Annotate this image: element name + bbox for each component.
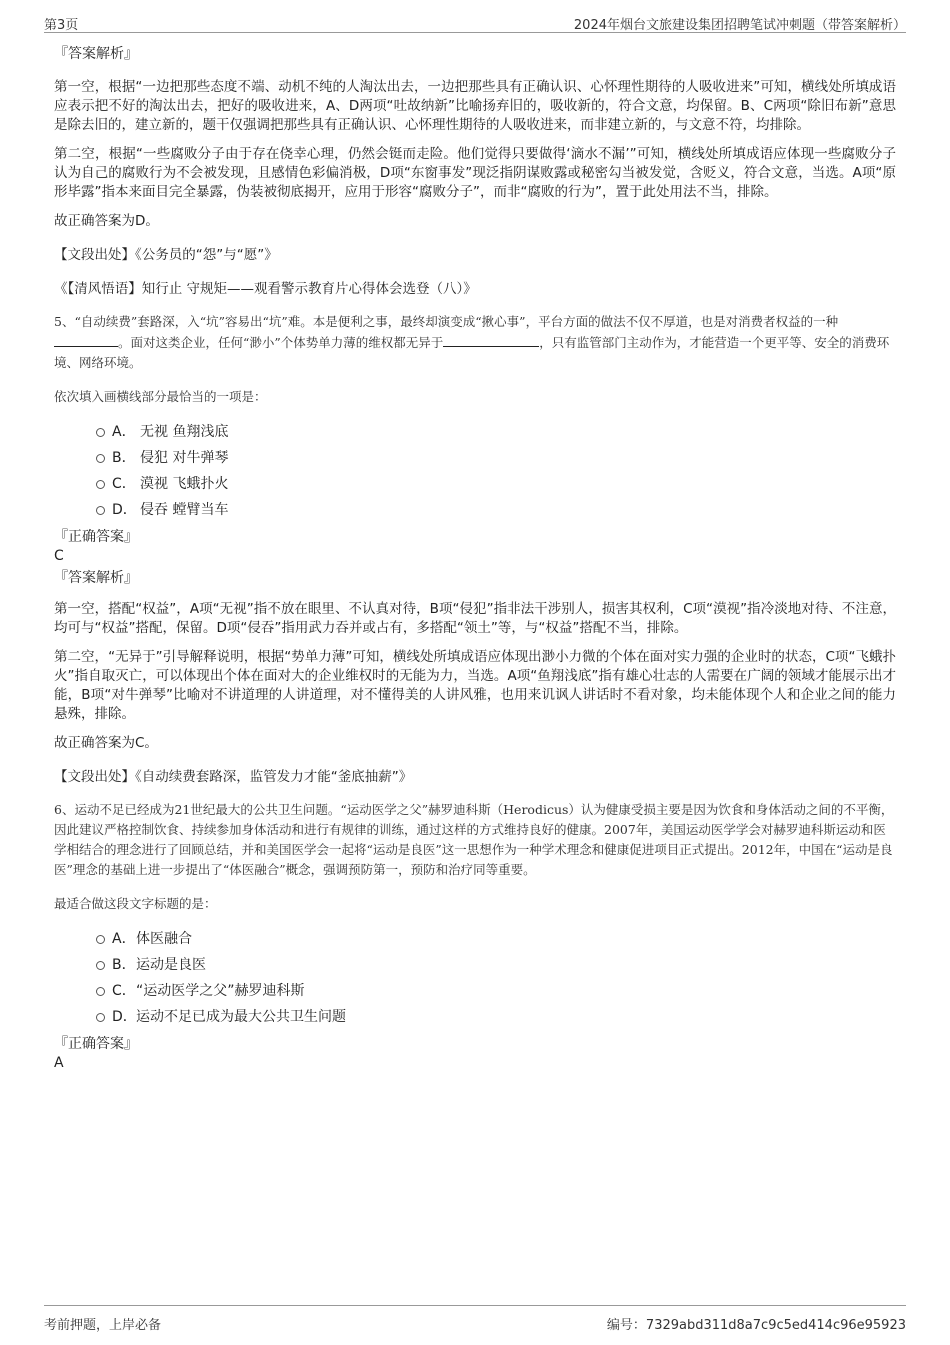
question-5-text: 5、“自动续费”套路深，入“坑”容易出“坑”难。本是便利之事，最终却演变成“揪心事”，平台方面的做法不仅不厚道，也是对消费者权益的一种。面对这类企业，任何“渺小”个体势单力薄的维权都无异于 ，只有监管部门主动作为，才能营造一个更平等、安全的消费环境、网络环境。 xyxy=(54,314,890,370)
document-code: 编号：7329abd311d8a7c9c5ed414c96e95923 xyxy=(606,1318,906,1333)
question-5-options xyxy=(54,419,896,523)
question-6-options xyxy=(54,926,896,1030)
page-header xyxy=(44,12,906,33)
correct-answer-tag: 『正确答案』 xyxy=(54,1036,138,1052)
option-a[interactable]: A．体医融合 xyxy=(54,926,896,952)
analysis-paragraph: 第一空，根据“一边把那些态度不端、动机不纯的人淘汰出去，一边把那些具有正确认识、心怀理性期待的人吸收进来”可知，横线处所填成语应表示把不好的淘汰出去，把好的吸收进来，A、D两项“吐故纳新”比喻扬弃旧的，吸收新的，符合文意，均保留。B、C两项“除旧布新”意思是除去旧的，建立新的，题干仅强调把那些具有正确认识、心怀理性期待的人吸收进来，而非建立新的，与文意不符，均排除。 xyxy=(54,79,896,133)
radio-button-icon[interactable] xyxy=(96,987,105,996)
radio-button-icon[interactable] xyxy=(96,935,105,944)
radio-button-icon[interactable] xyxy=(96,506,105,515)
option-b[interactable]: B．运动是良医 xyxy=(54,952,896,978)
analysis-paragraph: 第一空，搭配“权益”，A项“无视”指不放在眼里、不认真对待，B项“侵犯”指非法干涉别人，损害其权利，C项“漠视”指冷淡地对待、不注意，均可与“权益”搭配，保留。D项“侵吞”指用武力吞并或占有，多搭配“领土”等，与“权益”搭配不当，排除。 xyxy=(54,601,896,636)
source-text: 《【清风悟语】知行止 守规矩——观看警示教育片心得体会选登（八）》 xyxy=(54,281,477,297)
source-text: 【文段出处】《公务员的“怨”与“愿”》 xyxy=(54,247,278,263)
answer-blank xyxy=(54,332,118,347)
analysis-tag: 『答案解析』 xyxy=(54,570,138,586)
answer-blank xyxy=(443,332,539,347)
source-text: 【文段出处】《自动续费套路深，监管发力才能“釜底抽薪”》 xyxy=(54,769,413,785)
correct-answer-tag: 『正确答案』 xyxy=(54,529,138,545)
radio-button-icon[interactable] xyxy=(96,428,105,437)
analysis-paragraph: 第二空，根据“一些腐败分子由于存在侥幸心理，仍然会铤而走险。他们觉得只要做得‘滴水不漏’”可知，横线处所填成语应体现一些腐败分子认为自己的腐败行为不会被发现，且感情色彩偏消极，D项“东窗事发”现泛指阴谋败露或秘密勾当被发觉，含贬义，符合文意，当选。A项“原形毕露”指本来面目完全暴露，伪装被彻底揭开，应用于形容“腐败分子”，而非“腐败的行为”，置于此处用法不当，排除。 xyxy=(54,146,896,200)
option-b[interactable]: B． 侵犯 对牛弹琴 xyxy=(54,445,896,471)
conclusion-text: 故正确答案为D。 xyxy=(54,213,159,229)
page-footer xyxy=(44,1305,906,1336)
option-c[interactable]: C． 漠视 飞蛾扑火 xyxy=(54,471,896,497)
radio-button-icon[interactable] xyxy=(96,1013,105,1022)
document-body xyxy=(54,44,896,1073)
question-prompt: 依次填入画横线部分最恰当的一项是： xyxy=(54,389,267,404)
page-number: 第3页 xyxy=(44,18,79,33)
radio-button-icon[interactable] xyxy=(96,961,105,970)
correct-answer: C xyxy=(54,548,64,564)
analysis-paragraph: 第二空，“无异于”引导解释说明，根据“势单力薄”可知，横线处所填成语应体现出渺小力微的个体在面对实力强的企业时的状态，C项“飞蛾扑火”指自取灭亡，可以体现出个体在面对大的企业维权时的无能为力，当选。A项“鱼翔浅底”指有雄心壮志的人需要在广阔的领域才能展示出才能，B项“对牛弹琴”比喻对不讲道理的人讲道理，对不懂得美的人讲风雅，也用来讥讽人讲话时不看对象，均未能体现个人和企业之间的能力悬殊，排除。 xyxy=(54,649,896,722)
option-c[interactable]: C．“运动医学之父”赫罗迪科斯 xyxy=(54,978,896,1004)
conclusion-text: 故正确答案为C。 xyxy=(54,735,158,751)
correct-answer: A xyxy=(54,1055,64,1071)
radio-button-icon[interactable] xyxy=(96,480,105,489)
question-prompt: 最适合做这段文字标题的是： xyxy=(54,896,217,911)
radio-button-icon[interactable] xyxy=(96,454,105,463)
option-d[interactable]: D．运动不足已成为最大公共卫生问题 xyxy=(54,1004,896,1030)
footer-slogan: 考前押题，上岸必备 xyxy=(44,1318,162,1333)
analysis-tag: 『答案解析』 xyxy=(54,46,138,62)
document-title: 2024年烟台文旅建设集团招聘笔试冲刺题（带答案解析） xyxy=(573,18,906,33)
question-6-text: 6、运动不足已经成为21世纪最大的公共卫生问题。“运动医学之父”赫罗迪科斯（Herodicus）认为健康受损主要是因为饮食和身体活动之间的不平衡，因此建议严格控制饮食、持续参加身体活动和进行有规律的训练，通过这样的方式维持良好的健康。2007年，美国运动医学学会对赫罗迪科斯运动和医学相结合的理念进行了回顾总结，并和美国医学会一起将“运动是良医”这一思想作为一种学术理念和健康促进项目正式提出。2012年，中国在“运动是良医”理念的基础上进一步提出了“体医融合”概念，强调预防第一，预防和治疗同等重要。 xyxy=(54,802,894,877)
option-a[interactable]: A． 无视 鱼翔浅底 xyxy=(54,419,896,445)
option-d[interactable]: D． 侵吞 螳臂当车 xyxy=(54,497,896,523)
